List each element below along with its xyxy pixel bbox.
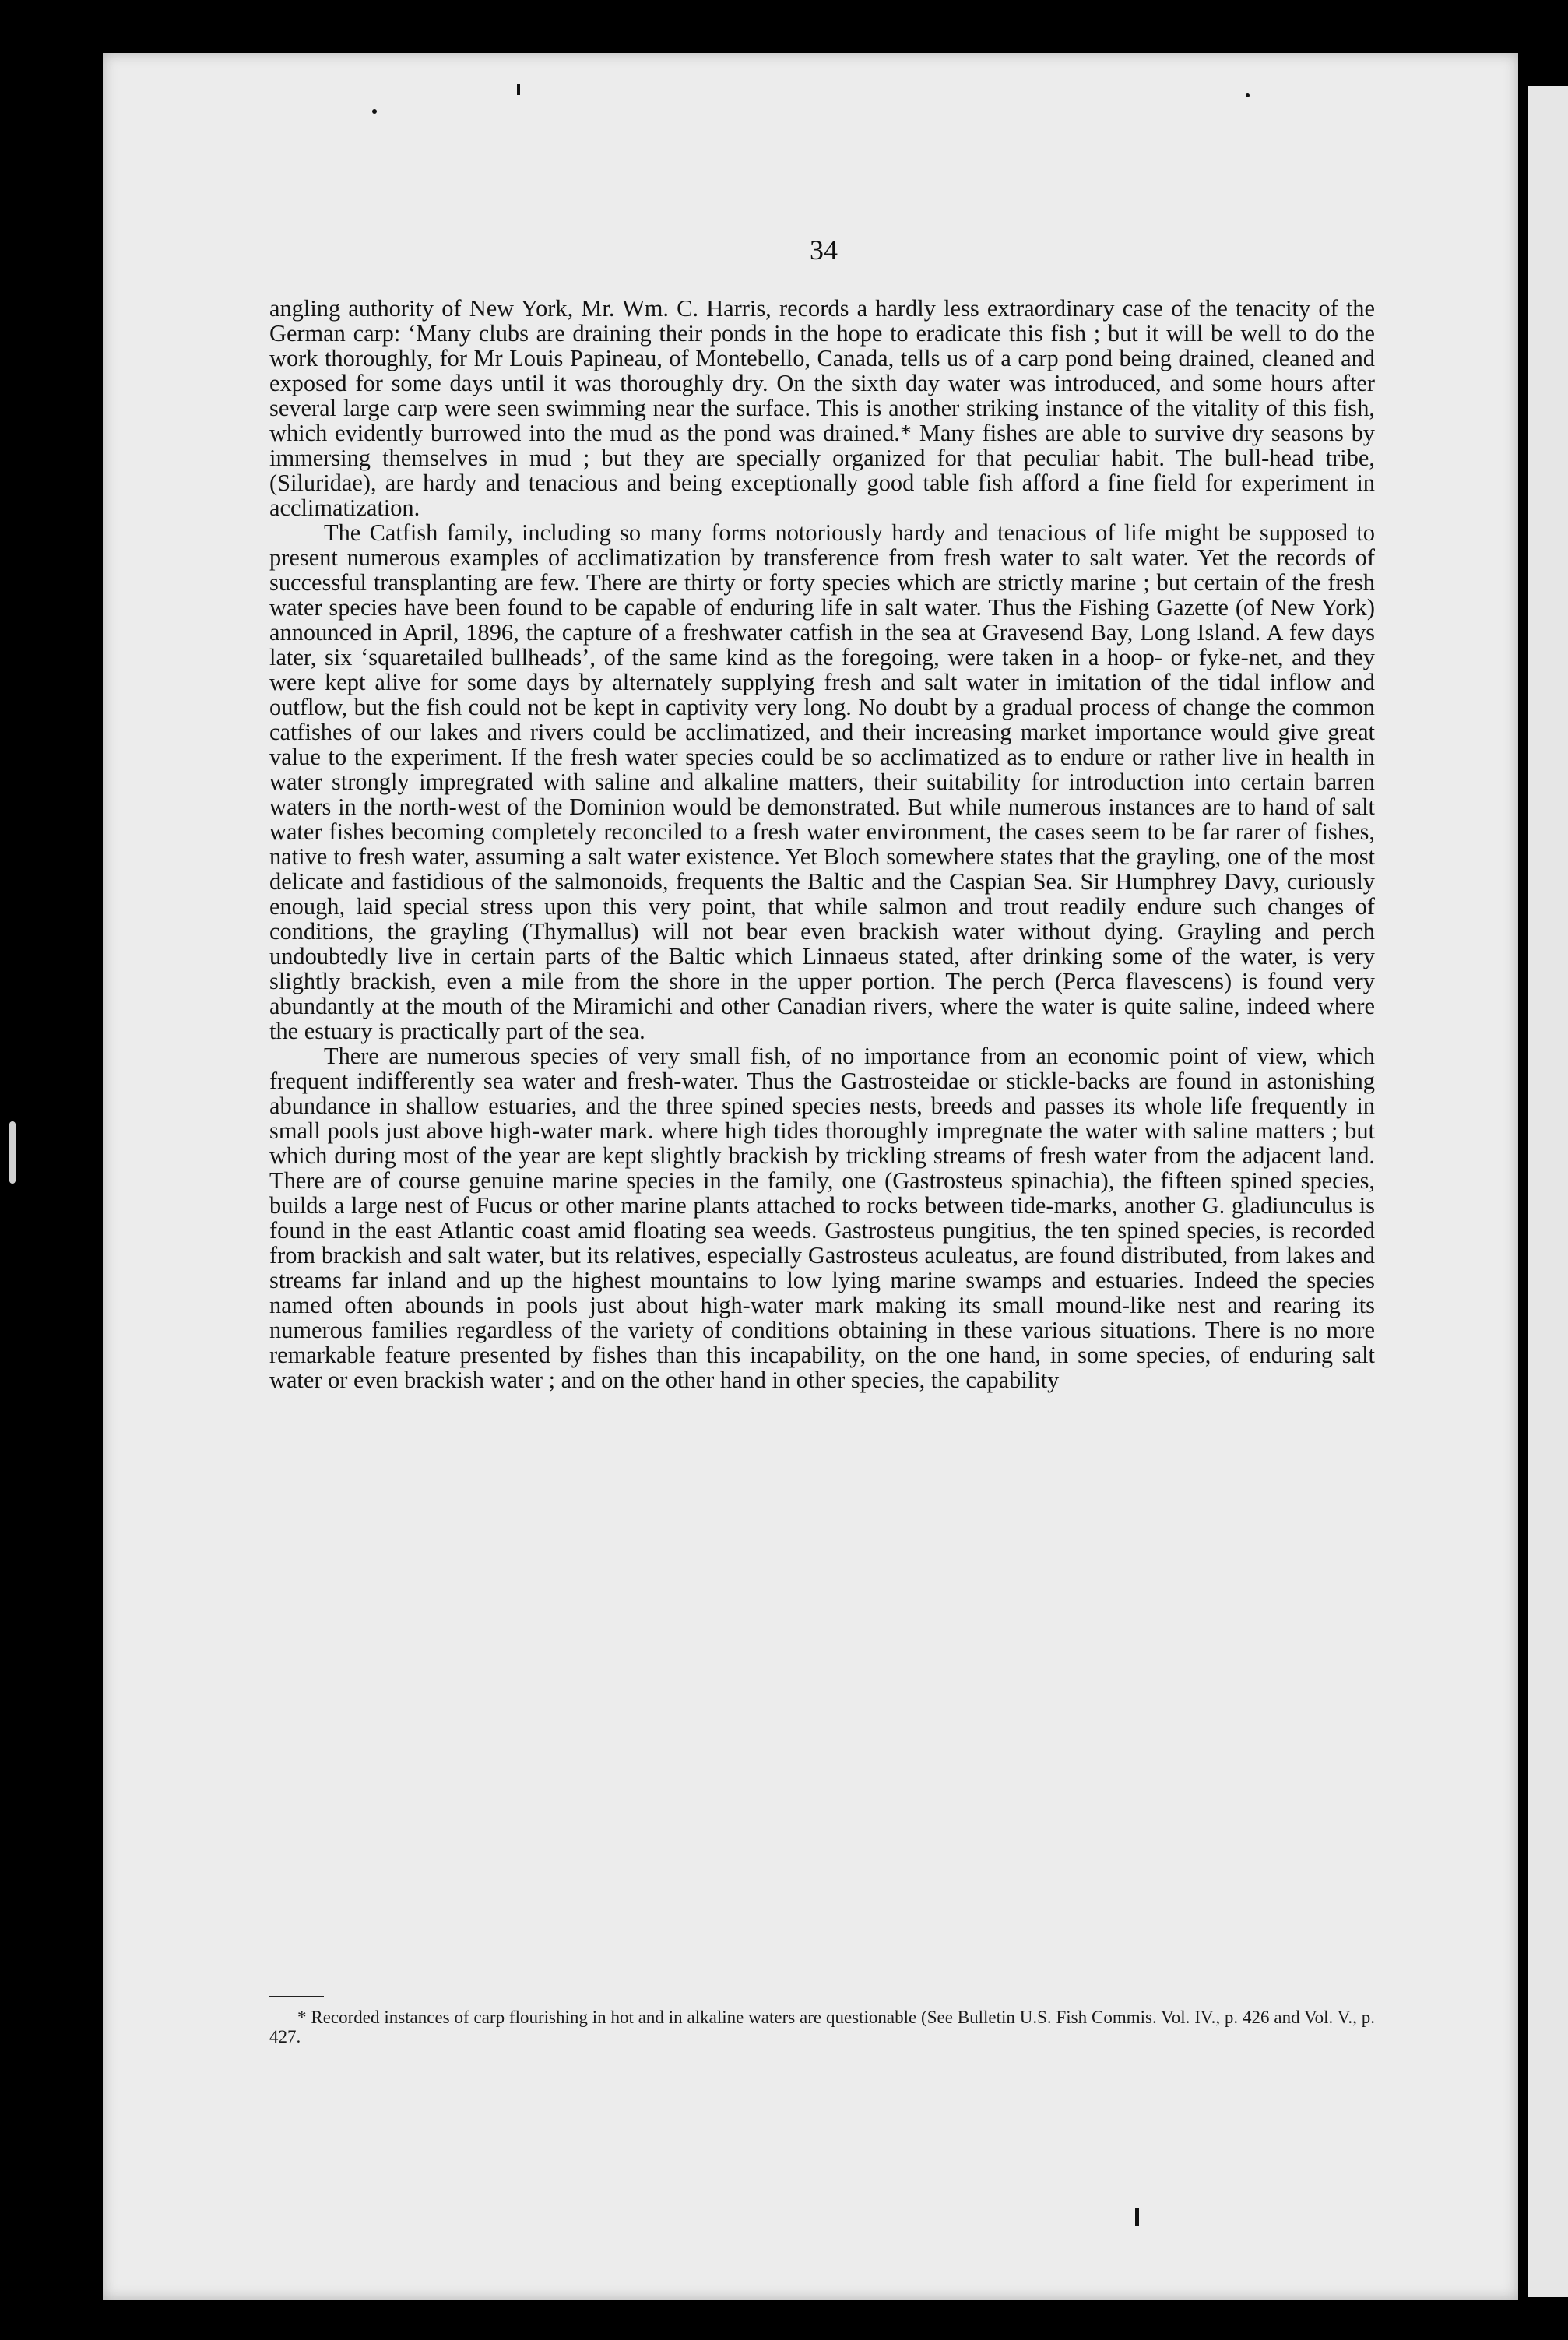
adjacent-page-edge (1528, 86, 1568, 2297)
scan-speck (372, 109, 377, 114)
paragraph-1: angling authority of New York, Mr. Wm. C. Harris, records a hardly less extraordinary case of the tenacity of the German carp: ‘Many clubs are draining their ponds in the hope to eradicate this fish ; but it will be well to do the work thoroughly, for Mr Louis Papineau, of Montebello, Canada, tells us of a carp pond being drained, cleaned and exposed for some days until it was thoroughly dry. On the sixth day water was introduced, and some hours after several large carp were seen swimming near the surface. This is another striking instance of the vitality of this fish, which evidently burrowed into the mud as the pond was drained.* Many fishes are able to survive dry seasons by immersing themselves in mud ; but they are specially organized for that peculiar habit. The bull-head tribe, (Siluridae), are hardy and tenacious and being exceptionally good table fish afford a fine field for experiment in acclimatization. (269, 295, 1375, 521)
footnote: * Recorded instances of carp flourishing in hot and in alkaline waters are questionable (See Bulletin U.S. Fish Commis. Vol. IV., p. 426 and Vol. V., p. 427. (269, 2007, 1375, 2046)
scan-speck (9, 1121, 16, 1184)
scan-speck (517, 84, 520, 95)
page-number: 34 (810, 234, 838, 266)
paragraph-3: There are numerous species of very small fish, of no importance from an economic point of view, which frequent indifferently sea water and fresh-water. Thus the Gastrosteidae or stickle-backs are found in astonishing abundance in shallow estuaries, and the three spined species nests, breeds and passes its whole life frequently in small pools just above high-water mark. where high tides thoroughly impregnate the water with saline matters ; but which during most of the year are kept slightly brackish by trickling streams of fresh water from the adjacent land. There are of course genuine marine species in the family, one (Gastrosteus spinachia), the fifteen spined species, builds a large nest of Fucus or other marine plants attached to rocks between tide-marks, another G. gladiunculus is found in the east Atlantic coast amid floating sea weeds. Gastrosteus pungitius, the ten spined species, is recorded from brackish and salt water, but its relatives, especially Gastrosteus aculeatus, are found distributed, from lakes and streams far inland and up the highest mountains to low lying marine swamps and estuaries. Indeed the species named often abounds in pools just about high-water mark making its small mound-like nest and rearing its numerous families regardless of the variety of conditions obtaining in these various situations. There is no more remarkable feature presented by fishes than this incapability, on the one hand, in some species, of enduring salt water or even brackish water ; and on the other hand in other species, the capability (269, 1043, 1375, 1393)
paragraph-2: The Catfish family, including so many forms notoriously hardy and tenacious of life might be supposed to present numerous examples of acclimatization by transference from fresh water to salt water. Yet the records of successful transplanting are few. There are thirty or forty species which are strictly marine ; but certain of the fresh water species have been found to be capable of enduring life in salt water. Thus the Fishing Gazette (of New York) announced in April, 1896, the capture of a freshwater catfish in the sea at Gravesend Bay, Long Island. A few days later, six ‘squaretailed bullheads’, of the same kind as the foregoing, were taken in a hoop- or fyke-net, and they were kept alive for some days by alternately supplying fresh and salt water in imitation of the tidal inflow and outflow, but the fish could not be kept in captivity very long. No doubt by a gradual process of change the common catfishes of our lakes and rivers could be acclimatized, and their increasing market importance would give great value to the experiment. If the fresh water species could be so acclimatized as to endure or rather live in health in water strongly impregrated with saline and alkaline matters, their suitability for introduction into certain barren waters in the north-west of the Dominion would be demonstrated. But while numerous instances are to hand of salt water fishes becoming completely reconciled to a fresh water environment, the cases seem to be far rarer of fishes, native to fresh water, assuming a salt water existence. Yet Bloch somewhere states that the grayling, one of the most delicate and fastidious of the salmonoids, frequents the Baltic and the Caspian Sea. Sir Humphrey Davy, curiously enough, laid special stress upon this very point, that while salmon and trout readily endure such changes of conditions, the grayling (Thymallus) will not bear even brackish water without dying. Grayling and perch undoubtedly live in certain parts of the Baltic which Linnaeus stated, after drinking some of the water, is very slightly brackish, even a mile from the shore in the upper portion. The perch (Perca flavescens) is found very abundantly at the mouth of the Miramichi and other Canadian rivers, where the water is quite saline, indeed where the estuary is practically part of the sea. (269, 519, 1375, 1044)
body-text (269, 296, 1375, 1392)
footnote-rule (269, 1996, 324, 1997)
scan-speck (1135, 2208, 1139, 2226)
scan-speck (1246, 93, 1250, 97)
